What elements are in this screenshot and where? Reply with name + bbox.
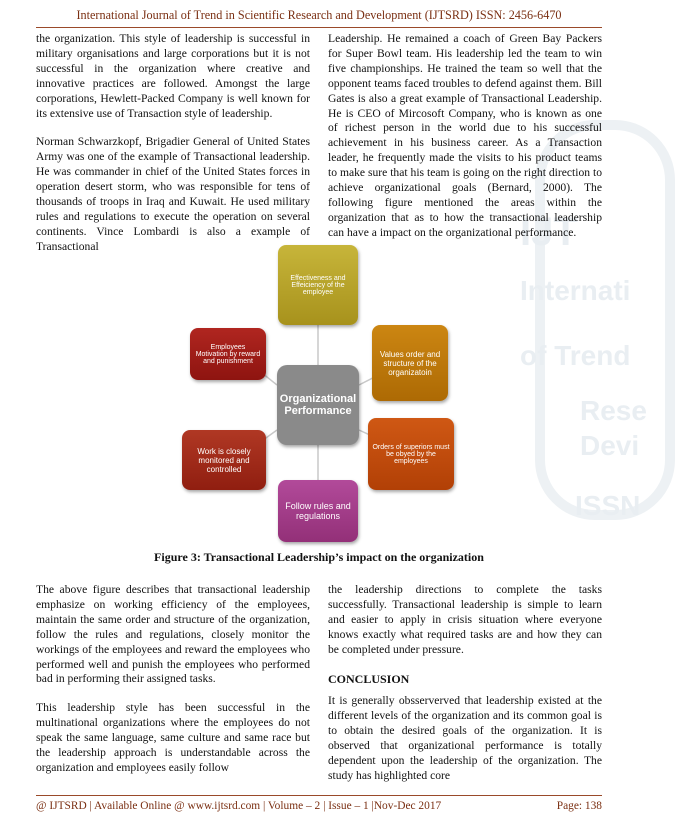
node-top xyxy=(278,245,358,325)
journal-header: International Journal of Trend in Scientific Research and Development (IJTSRD) ISSN: 2456-6470 xyxy=(76,8,562,22)
paragraph: The above figure describes that transactional leadership emphasize on working efficiency of the employees, maintain the same order and structure of the organization, follow the rules and regulations, closely monitor the workings of the employees and reward the employees who performed well and punish the employees who performed bad in performing their assigned tasks. xyxy=(36,583,310,686)
footer-info: @ IJTSRD | Available Online @ www.ijtsrd.com | Volume – 2 | Issue – 1 |Nov-Dec 2017 xyxy=(36,800,442,812)
page-number: Page: 138 xyxy=(556,800,602,812)
node-label: Follow rules and regulations xyxy=(285,501,351,521)
node-label: Values order and structure of the organizatoin xyxy=(379,349,441,377)
paragraph: This leadership style has been successful in the multinational organizations where the employees do not speak the same language, same culture and same race but the leadership approach is understandable across the organization and employees easily follow xyxy=(36,701,310,774)
footer-rule xyxy=(36,795,602,796)
paragraph: It is generally obsserverved that leadership existed at the different levels of the organization and its common goal is to obtain the desired goals of the organization. It is observed that organizational performance is totally dependent upon the leadership of the organization. The study has highlighted core xyxy=(328,694,602,782)
center-node-label: Organizational Performance xyxy=(279,393,357,417)
node-label: Orders of superiors must be obyed by the employees xyxy=(372,443,450,465)
node-bottom-left xyxy=(182,430,266,490)
watermark-line: Rese xyxy=(580,395,647,426)
watermark-line: Devi xyxy=(580,430,640,461)
paragraph: Leadership. He remained a coach of Green Bay Packers for Super Bowl team. His leadership led the team to win five championships. He trained the team so well that the opponent teams faced troubles to defend against them. Bill Gates is also a great example of Transactional Leadership. He is CEO of Mircosoft Company, who is known as one of richest person in the world due to his successful achievement in his business career. As a Transaction leader, he frequently made the visits to his product teams to make sure that his team is going on the right direction to achieve organizational goals (Bernard, 2000). The following figure mentioned the areas within the organization that as to how the transactional leadership can have a impact on the organizational performance. xyxy=(328,32,602,239)
watermark-line: Internati xyxy=(520,275,631,306)
node-top-left xyxy=(190,328,266,380)
paragraph: Norman Schwarzkopf, Brigadier General of United States Army was one of the example of Transactional leadership. He was commander in chief of the United States forces in operation desert storm, who was responsible for tens of thousands of troops in Iraq and Kuwait. He used military rules and regulations to execute the operation on several continents. Vince Lombardi is also a example of Transactional xyxy=(36,135,310,253)
bottom-right-column xyxy=(328,583,602,798)
section-heading: CONCLUSION xyxy=(328,671,410,686)
paragraph: the organization. This style of leadership is successful in military organisations and large corporations but it is not successful in the organization where creative and innovative practices are followed. Amongst the large corporations, Hewlett-Packed Company is well known for its extensive use of Transaction style of leadership. xyxy=(36,32,310,120)
watermark-line: of Trend xyxy=(520,340,631,371)
node-label: Work is closely monitored and controlled xyxy=(197,446,251,474)
paragraph: the leadership directions to complete the tasks successfully. Transactional leadership is simple to learn and easier to apply in crisis situation where everyone knows exactly what required tasks are and how they can be completed under pressure. xyxy=(328,583,602,656)
node-bottom xyxy=(278,480,358,542)
node-top-right xyxy=(372,325,448,401)
node-label: Employees Motivation by reward and punishment xyxy=(195,343,261,365)
figure-caption: Figure 3: Transactional Leadership’s impact on the organization xyxy=(154,550,484,564)
watermark-line: ISSN xyxy=(575,490,641,521)
bottom-left-column xyxy=(36,583,310,790)
node-label: Effectiveness and Effeiciency of the employee xyxy=(290,274,346,296)
watermark-line: IJT xyxy=(520,210,578,254)
page-footer xyxy=(36,800,602,812)
center-node xyxy=(277,365,359,445)
node-bottom-right xyxy=(368,418,454,490)
